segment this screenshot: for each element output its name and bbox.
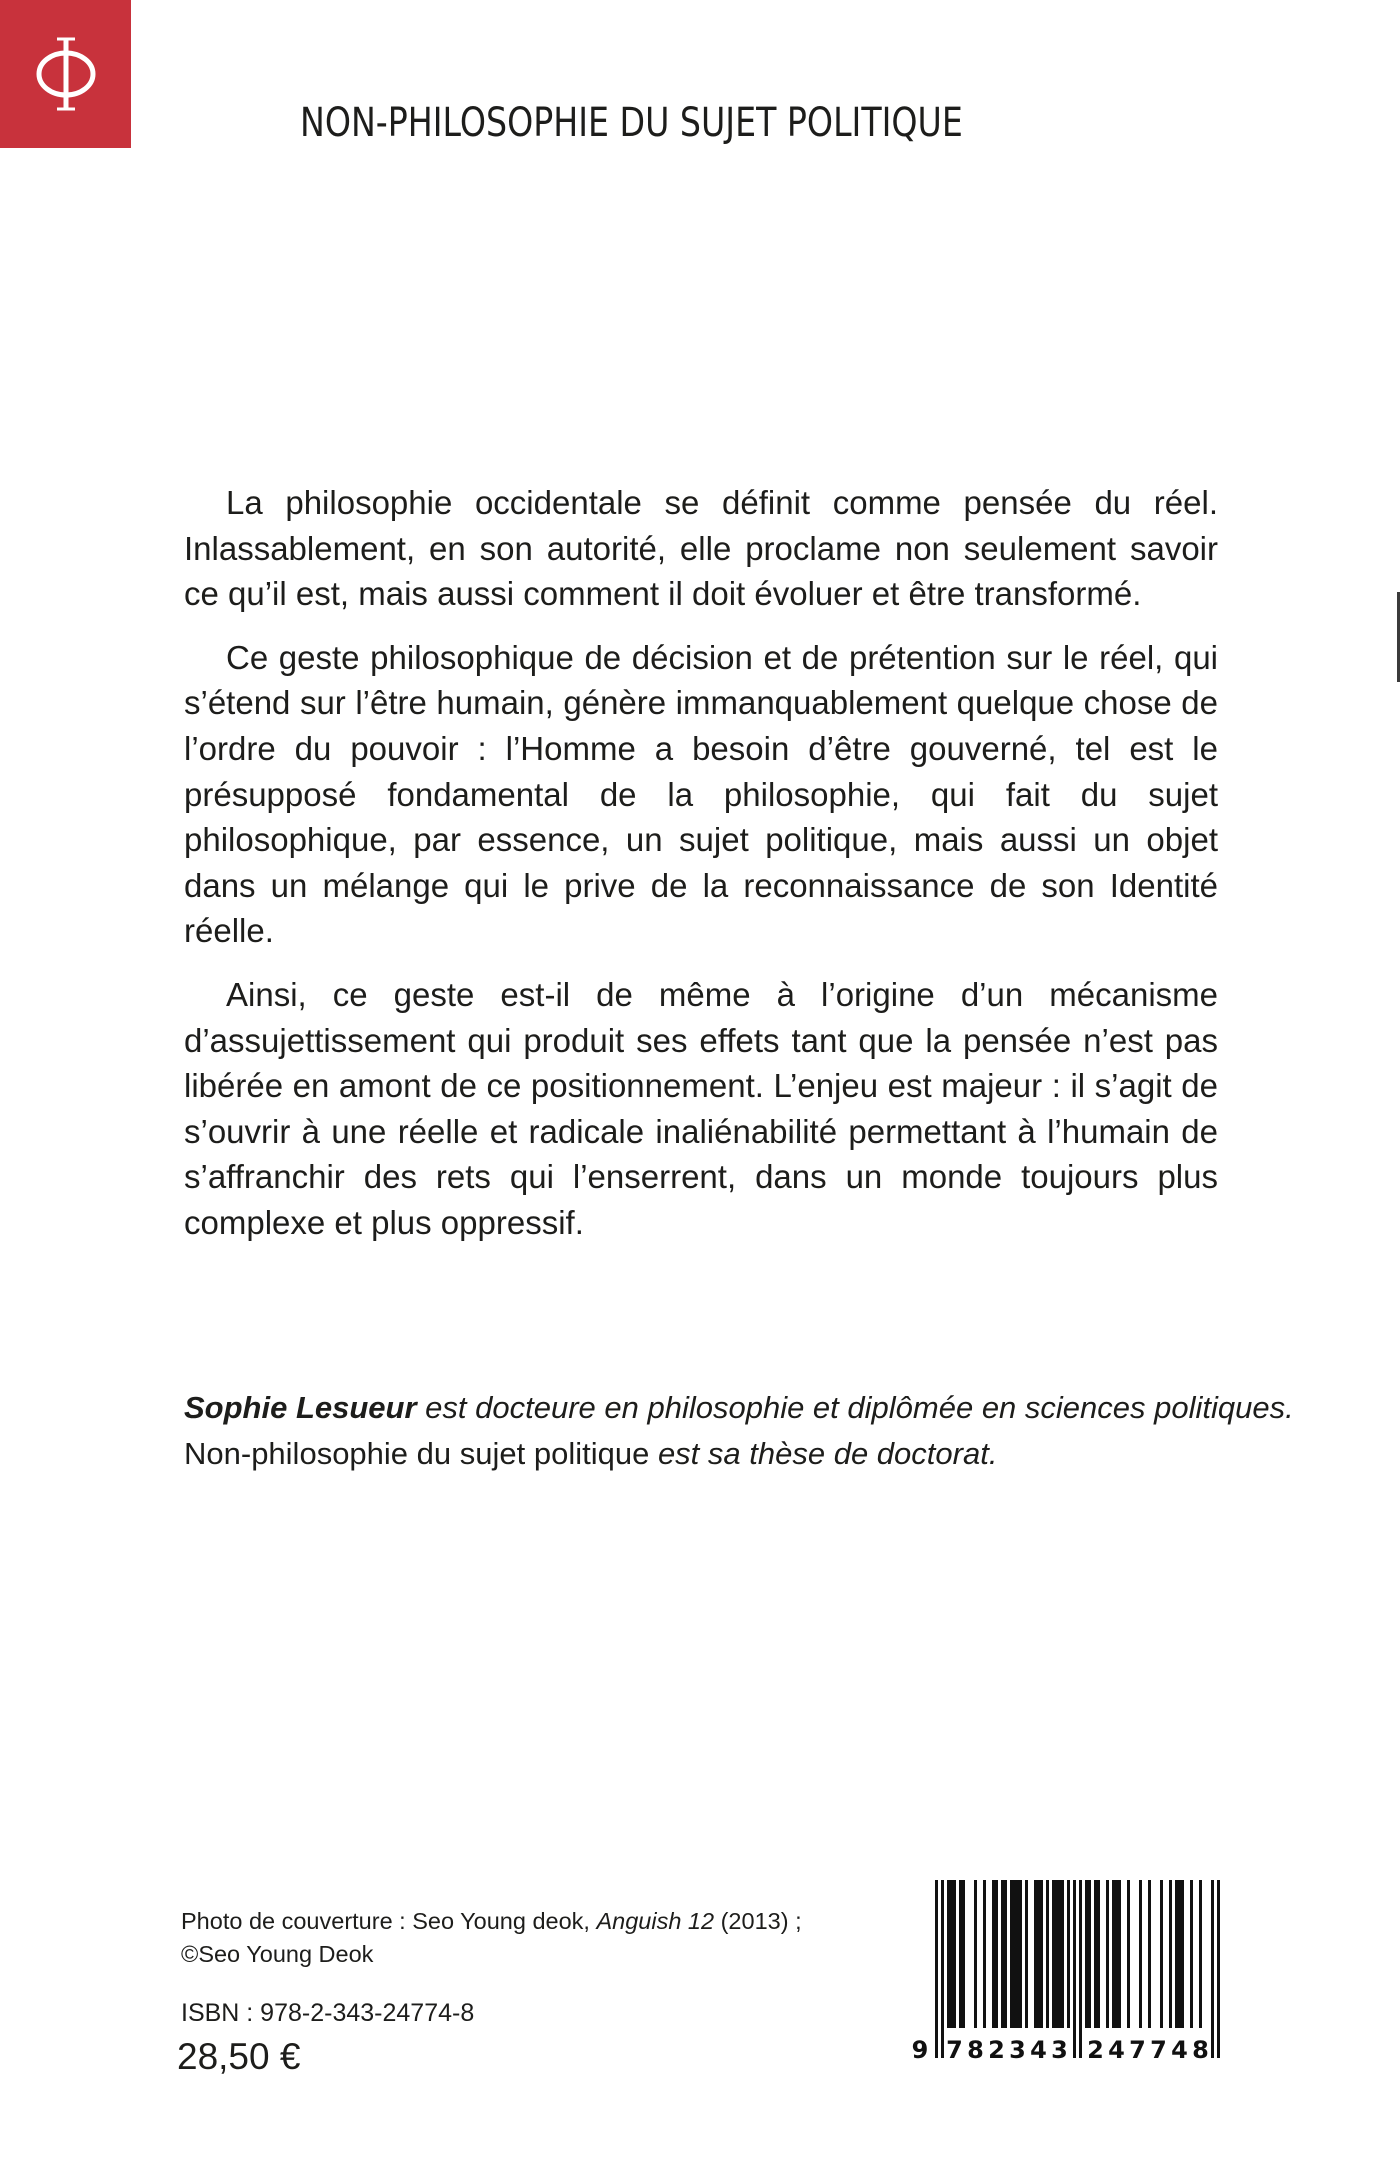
barcode-bar	[1199, 1880, 1202, 2028]
book-title: NON-PHILOSOPHIE DU SUJET POLITIQUE	[300, 100, 963, 146]
photo-credit-suffix: (2013) ;	[714, 1908, 802, 1934]
barcode-digit: 3	[1051, 2036, 1068, 2064]
barcode-bar	[962, 1880, 965, 2028]
barcode-bar	[1016, 1880, 1019, 2028]
barcode-digit: 7	[1150, 2036, 1167, 2064]
barcode-bar	[1106, 1880, 1109, 2028]
blurb-paragraph: Ainsi, ce geste est-il de même à l’origine d’un mécanisme d’assujettissement qui produit ses effets tant que la pensée n’est pas libérée en amont de ce positionnement. L’enjeu est majeur : il s’agit de s’ouvrir à une réelle et radicale inaliénabilité permettant à l’humain de s’affranchir des rets qui l’enserrent, dans un monde toujours plus complexe et plus oppressif.	[184, 975, 1218, 1241]
barcode-bar	[1055, 1880, 1058, 2028]
author-name: Sophie Lesueur	[184, 1390, 417, 1425]
barcode-digit: 7	[1129, 2036, 1146, 2064]
blurb-paragraph: Ce geste philosophique de décision et de prétention sur le réel, qui s’étend sur l’être humain, génère immanquablement quelque chose de l’ordre du pouvoir : l’Homme a besoin d’être gouverné, tel est le présupposé fondamental de la philosophie, qui fait du sujet philosophique, par essence, un sujet politique, mais aussi un objet dans un mélange qui le prive de la reconnaissance de son Identité réelle.	[184, 638, 1218, 950]
barcode-bar	[1169, 1880, 1172, 2028]
photo-credit-prefix: Photo de couverture : Seo Young deok,	[181, 1908, 597, 1934]
barcode-digit: 8	[1192, 2036, 1209, 2064]
barcode-bar	[1190, 1880, 1193, 2028]
barcode-bar	[1118, 1880, 1121, 2028]
barcode-bar	[1088, 1880, 1091, 2028]
barcode-bar	[992, 1880, 995, 2028]
artwork-title: Anguish 12	[596, 1908, 715, 1934]
barcode-bar	[974, 1880, 977, 2028]
barcode-bar	[1175, 1880, 1178, 2028]
barcode-digit: 2	[988, 2036, 1005, 2064]
author-bio-text: est docteure en philosophie et diplômée en sciences politiques.	[416, 1390, 1294, 1425]
barcode-guard-bar	[935, 1880, 938, 2058]
barcode-bar	[1046, 1880, 1049, 2028]
barcode-icon	[905, 1880, 1260, 2065]
barcode-bar	[1115, 1880, 1118, 2028]
barcode-bar	[1181, 1880, 1184, 2028]
barcode-bar	[1085, 1880, 1088, 2028]
barcode-bar	[1034, 1880, 1037, 2028]
photo-credit-line	[181, 1905, 802, 1938]
barcode-bar	[1025, 1880, 1028, 2028]
barcode-bar	[1127, 1880, 1130, 2028]
barcode-bar	[950, 1880, 953, 2028]
barcode-guard-bar	[1211, 1880, 1214, 2058]
barcode-guard-bar	[1073, 1880, 1076, 2058]
barcode-bar	[1004, 1880, 1007, 2028]
photo-credits	[181, 1905, 802, 1971]
barcode-bar	[1067, 1880, 1070, 2028]
book-reference: Non-philosophie du sujet politique	[184, 1436, 650, 1471]
barcode-bar	[1139, 1880, 1142, 2028]
author-bio-line-1	[184, 1385, 1294, 1431]
barcode-digit: 2	[1087, 2036, 1104, 2064]
barcode-digit: 4	[1030, 2036, 1047, 2064]
barcode-bar	[1037, 1880, 1040, 2028]
barcode-bar	[1010, 1880, 1013, 2028]
author-bio-line-2	[184, 1431, 1224, 1477]
barcode-bar	[1052, 1880, 1055, 2028]
barcode-bar	[1013, 1880, 1016, 2028]
phi-icon	[31, 34, 101, 114]
barcode-guard-bar	[1217, 1880, 1220, 2058]
blurb-paragraph: La philosophie occidentale se définit comme pensée du réel. Inlassablement, en son autorité, elle proclame non seulement savoir ce qu’il est, mais aussi comment il doit évoluer et être transformé.	[184, 484, 1218, 613]
barcode-bar	[1061, 1880, 1064, 2028]
barcode-digit: 4	[1108, 2036, 1125, 2064]
barcode-bar	[953, 1880, 956, 2028]
barcode-guard-bar	[941, 1880, 944, 2058]
barcode-bar	[959, 1880, 962, 2028]
author-bio	[184, 1385, 1294, 1477]
barcode-bar	[1001, 1880, 1004, 2028]
barcode-bar	[995, 1880, 998, 2028]
barcode-digit: 8	[967, 2036, 984, 2064]
barcode-bar	[1094, 1880, 1097, 2028]
back-cover-blurb	[184, 480, 1218, 1264]
barcode-digit: 7	[946, 2036, 963, 2064]
copyright-line: ©Seo Young Deok	[181, 1941, 374, 1967]
barcode-bar	[1040, 1880, 1043, 2028]
barcode-bar	[1097, 1880, 1100, 2028]
barcode-digit: 4	[1171, 2036, 1188, 2064]
barcode-bar	[1178, 1880, 1181, 2028]
barcode-bar	[1148, 1880, 1151, 2028]
publisher-logo	[0, 0, 131, 148]
price: 28,50 €	[177, 2036, 301, 2077]
barcode-bar	[947, 1880, 950, 2028]
barcode-bar	[1058, 1880, 1061, 2028]
author-bio-text: est sa thèse de doctorat.	[649, 1436, 998, 1471]
barcode-guard-bar	[1079, 1880, 1082, 2058]
barcode-bar	[1019, 1880, 1022, 2028]
barcode-digit: 9	[911, 2036, 929, 2064]
barcode-bar	[983, 1880, 986, 2028]
isbn: ISBN : 978-2-343-24774-8	[181, 1999, 475, 2027]
barcode-digit: 3	[1009, 2036, 1026, 2064]
barcode-bar	[1160, 1880, 1163, 2028]
barcode-bar	[1112, 1880, 1115, 2028]
